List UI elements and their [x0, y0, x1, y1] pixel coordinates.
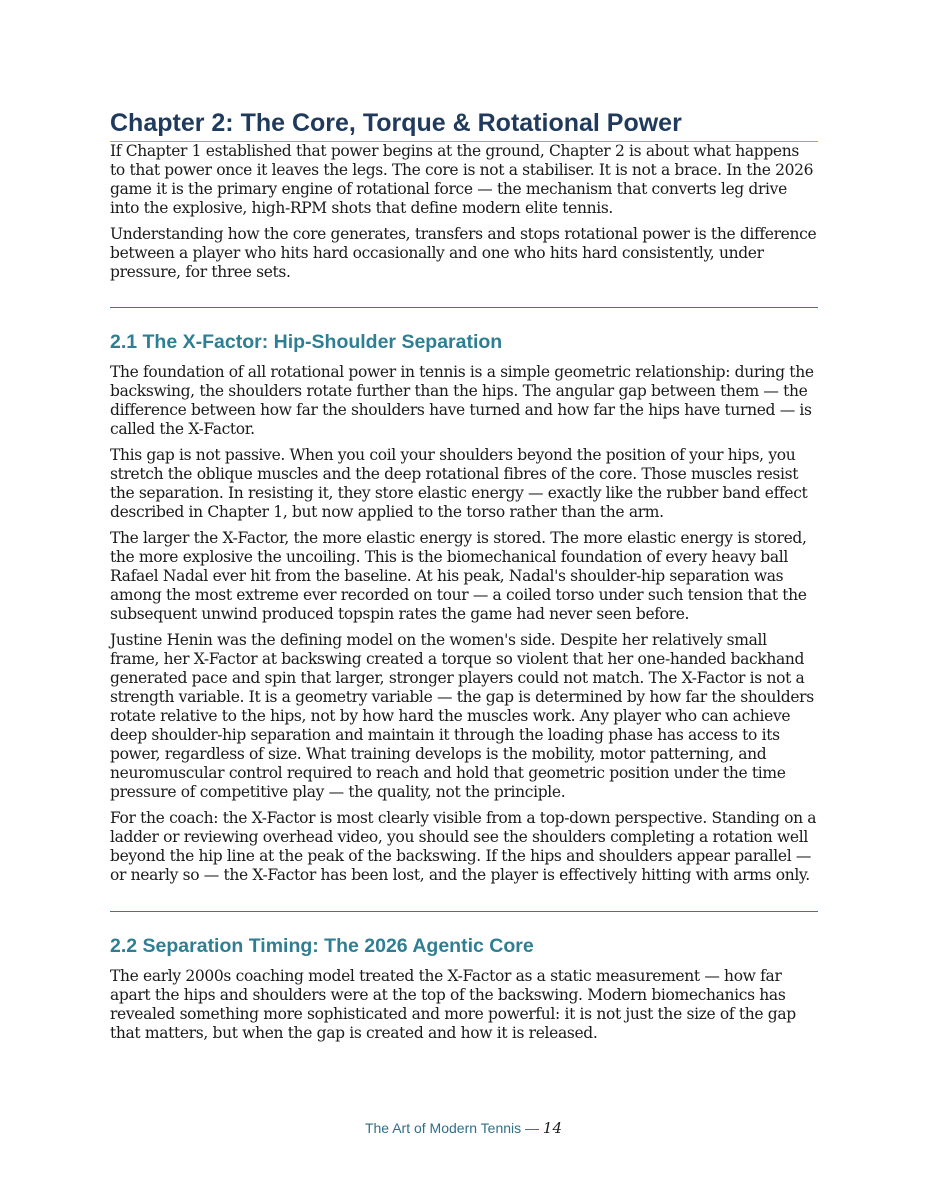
footer-book-title: The Art of Modern Tennis —: [364, 1120, 540, 1136]
intro-paragraph: Understanding how the core generates, transfers and stops rotational power is the difference between a player who hits hard occasionally and one who hits hard consistently, under pressure, for three sets.: [110, 225, 817, 281]
section-paragraph: The early 2000s coaching model treated the X-Factor as a static measurement — how far apart the hips and shoulders were at the top of the backswing. Modern biomechanics has revealed something more sophisticated and more powerful: it is not just the size of the gap that matters, but when the gap is created and how it is released.: [110, 967, 796, 1042]
section-title: 2.1 The X-Factor: Hip-Shoulder Separation: [110, 331, 503, 353]
section-paragraph: The foundation of all rotational power in tennis is a simple geometric relationship: during the backswing, the shoulders rotate further than the hips. The angular gap between them — the difference between how far the shoulders have turned and how far the hips have turned — is called the X-Factor.: [110, 363, 814, 438]
section-paragraph: For the coach: the X-Factor is most clearly visible from a top-down perspective. Standing on a ladder or reviewing overhead video, you should see the shoulders completing a rotation well beyond the hip line at the peak of the backswing. If the hips and shoulders appear parallel — or nearly so — the X-Factor has been lost, and the player is effectively hitting with arms only.: [110, 809, 817, 884]
chapter-title: Chapter 2: The Core, Torque & Rotational Power: [110, 108, 818, 142]
page-footer: [0, 1119, 927, 1137]
section-paragraph: This gap is not passive. When you coil your shoulders beyond the position of your hips, you stretch the oblique muscles and the deep rotational fibres of the core. Those muscles resist the separation. In resisting it, they store elastic energy — exactly like the rubber band effect described in Chapter 1, but now applied to the torso rather than the arm.: [110, 446, 808, 521]
section-divider: [110, 307, 818, 308]
page-content: [110, 108, 818, 1050]
section-divider: [110, 911, 818, 912]
page-number: 14: [542, 1119, 563, 1137]
intro-paragraph: If Chapter 1 established that power begins at the ground, Chapter 2 is about what happens to that power once it leaves the legs. The core is not a stabiliser. It is not a brace. In the 2026 game it is the primary engine of rotational force — the mechanism that converts leg drive into the explosive, high-RPM shots that define modern elite tennis.: [110, 142, 814, 217]
section-paragraph: Justine Henin was the defining model on the women's side. Despite her relatively small frame, her X-Factor at backswing created a torque so violent that her one-handed backhand generated pace and spin that larger, stronger players could not match. The X-Factor is not a strength variable. It is a geometry variable — the gap is determined by how far the shoulders rotate relative to the hips, not by how hard the muscles work. Any player who can achieve deep shoulder-hip separation and maintain it through the loading phase has access to its power, regardless of size. What training develops is the mobility, motor patterning, and neuromuscular control required to reach and hold that geometric position under the time pressure of competitive play — the quality, not the principle.: [110, 631, 814, 801]
section-paragraph: The larger the X-Factor, the more elastic energy is stored. The more elastic energy is stored, the more explosive the uncoiling. This is the biomechanical foundation of every heavy ball Rafael Nadal ever hit from the baseline. At his peak, Nadal's shoulder-hip separation was among the most extreme ever recorded on tour — a coiled torso under such tension that the subsequent unwind produced topspin rates the game had never seen before.: [110, 529, 807, 623]
section-title: 2.2 Separation Timing: The 2026 Agentic Core: [110, 935, 534, 957]
